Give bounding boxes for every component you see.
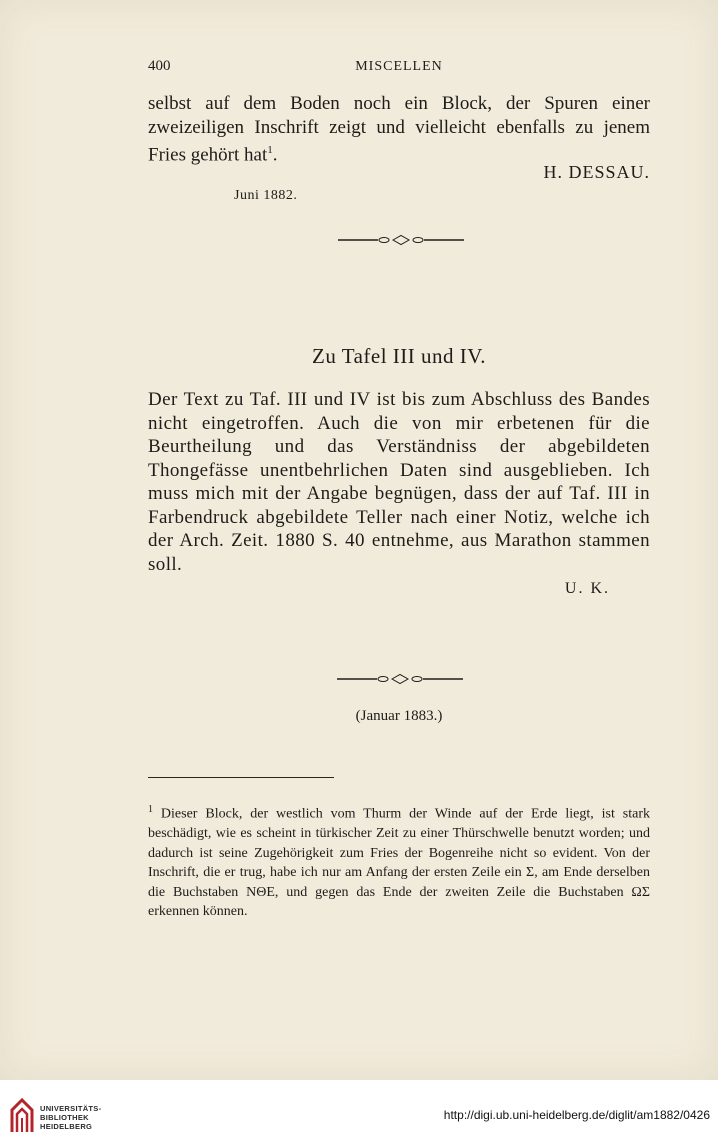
page-number: 400 [148, 58, 171, 74]
ornament-divider [337, 673, 463, 685]
institution-line: BIBLIOTHEK [40, 1113, 89, 1122]
paragraph-dessau [148, 92, 650, 167]
section-heading: Zu Tafel III und IV. [312, 344, 486, 368]
running-title: MISCELLEN [355, 59, 443, 74]
date-dessau: Juni 1882. [234, 188, 298, 203]
footnote-reference: 1 [267, 144, 273, 156]
paragraph-tafel: Der Text zu Taf. III und IV ist bis zum Abschluss des Bandes nicht eingetroffen. Auch die von mir erbetenen für die Beurtheilung und das Verständniss der abgebildeten Thongefässe unentbehrlichen Daten sind ausgeblieben. Ich muss mich mit der Angabe begnügen, dass der auf Taf. III in Farbendruck abgebildete Teller nach einer Notiz, welche ich der Arch. Zeit. 1880 S. 40 entnehme, aus Marathon stammen soll. [148, 389, 650, 575]
footnote-rule [148, 777, 334, 778]
date-uk: (Januar 1883.) [355, 708, 443, 724]
signature-dessau: H. DESSAU. [543, 162, 650, 182]
source-url: http://digi.ub.uni-heidelberg.de/diglit/am1882/0426 [443, 1108, 710, 1122]
signature-uk: U. K. [564, 580, 610, 597]
running-header [148, 58, 650, 80]
paragraph-dessau-end: . [272, 144, 278, 166]
ornament-divider [338, 234, 464, 246]
paragraph-dessau-text: selbst auf dem Boden noch ein Block, der Spuren einer zweizeiligen Inschrift zeigt und vielleicht ebenfalls zu jenem Fries gehört hat [148, 93, 650, 166]
footnote-mark: 1 [148, 804, 153, 815]
institution-line: UNIVERSITÄTS- [40, 1104, 102, 1113]
institution-name [40, 1104, 101, 1131]
university-library-logo-icon [8, 1098, 36, 1134]
footnote [148, 800, 650, 922]
institution-line: HEIDELBERG [40, 1122, 93, 1131]
footnote-text: Dieser Block, der westlich vom Thurm der Winde auf der Erde liegt, ist stark beschädigt, wie es scheint in türkischer Zeit zu einer Thürschwelle benutzt worden; und dadurch ist seine Zugehörigkeit zum Fries der Bogenreihe nicht so evident. Von der Inschrift, die er trug, habe ich nur am Anfang der ersten Zeile ein Σ, am Ende derselben die Buchstaben ΝΘΕ, und gegen das Ende der zweiten Zeile die Buchstaben ΩΣ erkennen können. [148, 806, 650, 920]
